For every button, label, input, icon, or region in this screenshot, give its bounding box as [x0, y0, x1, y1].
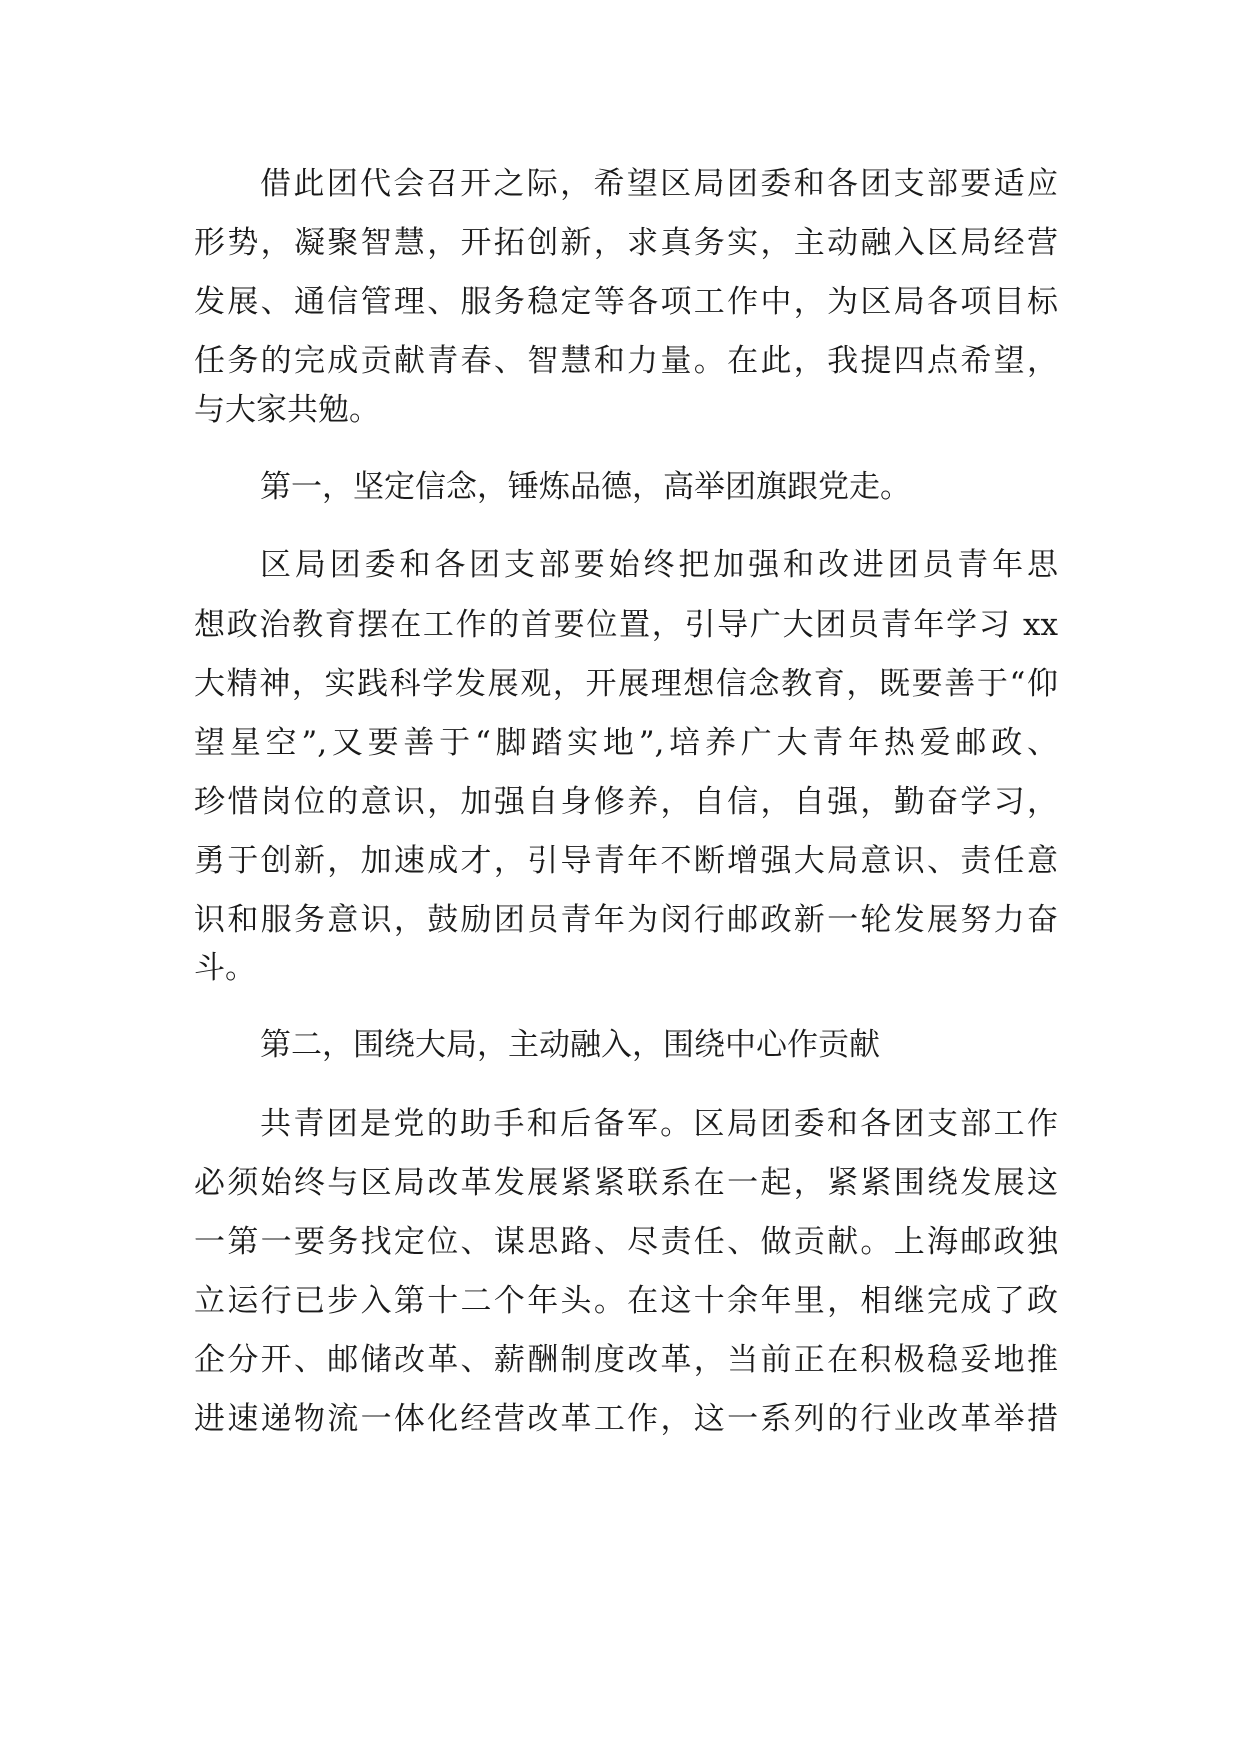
paragraph-line: 必须始终与区局改革发展紧紧联系在一起，紧紧围绕发展这 [194, 1165, 1058, 1201]
paragraph-line: 望星空”,又要善于“脚踏实地”,培养广大青年热爱邮政、 [194, 725, 1058, 761]
paragraph-line: 立运行已步入第十二个年头。在这十余年里，相继完成了政 [194, 1283, 1058, 1319]
paragraph-line: 借此团代会召开之际，希望区局团委和各团支部要适应 [260, 166, 1058, 202]
paragraph-line: 发展、通信管理、服务稳定等各项工作中，为区局各项目标 [194, 284, 1058, 320]
paragraph-line: 区局团委和各团支部要始终把加强和改进团员青年思 [260, 547, 1058, 583]
section-heading: 第二，围绕大局，主动融入，围绕中心作贡献 [260, 1027, 880, 1063]
paragraph-line: 与大家共勉。 [194, 392, 380, 428]
paragraph-line: 企分开、邮储改革、薪酬制度改革，当前正在积极稳妥地推 [194, 1342, 1058, 1378]
paragraph-line: 进速递物流一体化经营改革工作，这一系列的行业改革举措 [194, 1401, 1058, 1437]
section-heading: 第一，坚定信念，锤炼品德，高举团旗跟党走。 [260, 469, 911, 505]
paragraph-line: 一第一要务找定位、谋思路、尽责任、做贡献。上海邮政独 [194, 1224, 1058, 1260]
paragraph-line: 共青团是党的助手和后备军。区局团委和各团支部工作 [260, 1106, 1058, 1142]
paragraph-line: 珍惜岗位的意识，加强自身修养，自信，自强，勤奋学习， [194, 784, 1058, 820]
paragraph-line: 大精神，实践科学发展观，开展理想信念教育，既要善于“仰 [194, 666, 1058, 702]
paragraph-line: 形势，凝聚智慧，开拓创新，求真务实，主动融入区局经营 [194, 225, 1058, 261]
paragraph-line: 斗。 [194, 950, 256, 986]
paragraph-line: 勇于创新，加速成才，引导青年不断增强大局意识、责任意 [194, 843, 1058, 879]
paragraph-line: 任务的完成贡献青春、智慧和力量。在此，我提四点希望， [194, 343, 1058, 379]
paragraph-line: 识和服务意识，鼓励团员青年为闵行邮政新一轮发展努力奋 [194, 902, 1058, 938]
paragraph-line: 想政治教育摆在工作的首要位置，引导广大团员青年学习 xx [194, 607, 1058, 643]
